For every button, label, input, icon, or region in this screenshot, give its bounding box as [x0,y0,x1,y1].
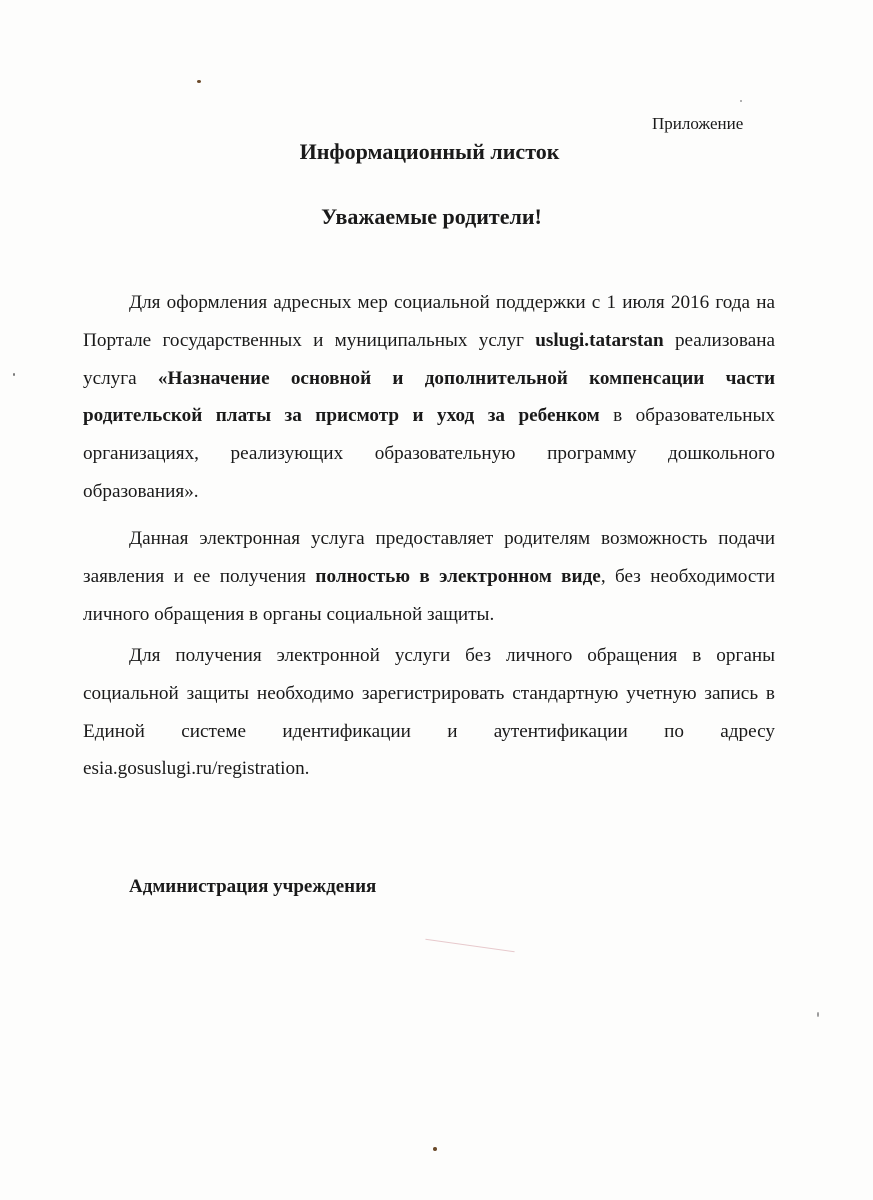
scan-speck [13,373,15,376]
paragraph-1-tail: в образовательных организациях, реализующих образовательную программу дошкольного образования». [83,405,775,502]
paragraph-1-lead: Для оформления адресных мер социальной поддержки с 1 июля 2016 года на Портале государственных и муниципальных услуг [83,292,775,351]
paragraph-1-middle: реализована услуга [83,329,775,389]
service-name: «Назначение основной и дополнительной компенсации части родительской платы за присмотр и уход за ребенком [83,367,775,427]
scan-speck [740,100,742,102]
scan-mark [425,939,514,953]
paragraph-service-info [83,284,775,511]
document-title: Информационный листок [299,139,560,164]
paragraph-2-emphasis: полностью в электронном виде [315,565,601,587]
paragraph-3-text: Для получения электронной услуги без личного обращения в органы социальной защиты необходимо зарегистрировать стандартную учетную запись в Единой системе идентификации и аутентификации по адресу esia.gosuslugi.ru/registration. [83,645,775,780]
paragraph-electronic-service [83,520,775,633]
appendix-label: Приложение [652,114,744,133]
paragraph-2-lead: Данная электронная услуга предоставляет родителям возможность подачи заявления и ее получения [83,528,775,587]
portal-name: uslugi.tatarstan [535,329,664,351]
greeting-heading: Уважаемые родители! [321,204,542,229]
scan-speck [197,80,201,83]
signature-administration: Администрация учреждения [129,876,377,897]
paragraph-2-tail: , без необходимости личного обращения в органы социальной защиты. [83,565,775,625]
scan-speck [817,1012,819,1017]
paragraph-registration [83,637,775,788]
scan-speck [433,1147,437,1151]
